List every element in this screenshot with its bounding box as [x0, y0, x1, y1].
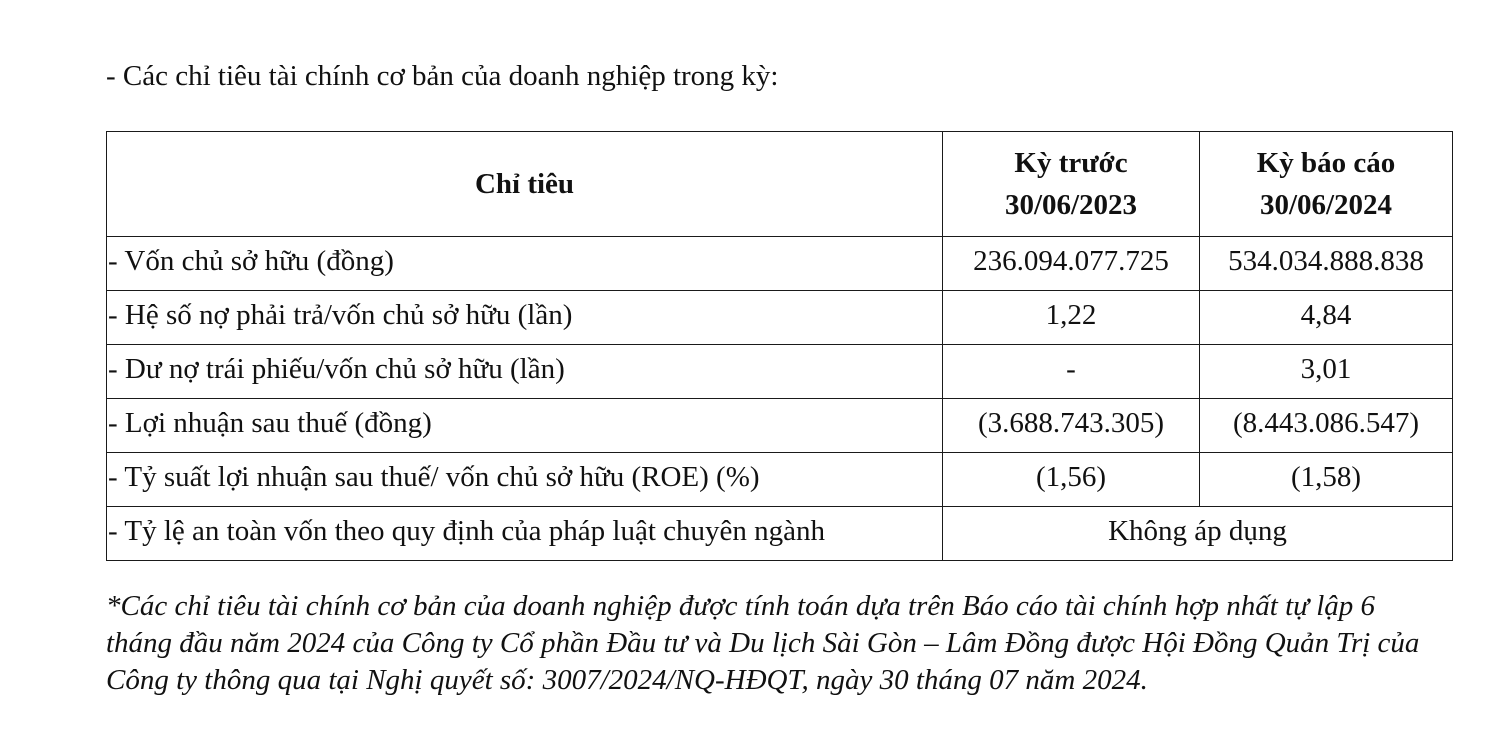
row-prior-value: 236.094.077.725: [943, 237, 1200, 291]
header-prior-period: [943, 132, 1200, 237]
row-label: - Tỷ lệ an toàn vốn theo quy định của pháp luật chuyên ngành: [107, 507, 943, 561]
header-report-period: [1200, 132, 1453, 237]
row-prior-value: -: [943, 345, 1200, 399]
row-report-value: 534.034.888.838: [1200, 237, 1453, 291]
table-row: [107, 399, 1453, 453]
section-intro: - Các chỉ tiêu tài chính cơ bản của doanh nghiệp trong kỳ:: [106, 60, 779, 92]
row-label: - Lợi nhuận sau thuế (đồng): [107, 399, 943, 453]
table-row: [107, 345, 1453, 399]
table-row: [107, 291, 1453, 345]
row-label: - Hệ số nợ phải trả/vốn chủ sở hữu (lần): [107, 291, 943, 345]
row-label: - Vốn chủ sở hữu (đồng): [107, 237, 943, 291]
row-report-value: 4,84: [1200, 291, 1453, 345]
footnote: *Các chỉ tiêu tài chính cơ bản của doanh nghiệp được tính toán dựa trên Báo cáo tài chính hợp nhất tự lập 6 tháng đầu năm 2024 của Công ty Cổ phần Đầu tư và Du lịch Sài Gòn – Lâm Đồng được Hội Đồng Quản Trị của Công ty thông qua tại Nghị quyết số: 3007/2024/NQ-HĐQT, ngày 30 tháng 07 năm 2024.: [106, 590, 1420, 696]
table-row: [107, 453, 1453, 507]
row-prior-value: (3.688.743.305): [943, 399, 1200, 453]
row-report-value: 3,01: [1200, 345, 1453, 399]
row-label: - Dư nợ trái phiếu/vốn chủ sở hữu (lần): [107, 345, 943, 399]
header-prior-label: Kỳ trước: [1014, 147, 1128, 179]
header-report-label: Kỳ báo cáo: [1256, 147, 1396, 179]
table-row-last: [107, 507, 1453, 561]
row-report-value: (1,58): [1200, 453, 1453, 507]
row-report-value: (8.443.086.547): [1200, 399, 1453, 453]
table-header-row: [107, 132, 1453, 237]
header-prior-date: 30/06/2023: [1004, 189, 1138, 221]
row-merged-value: Không áp dụng: [943, 507, 1453, 561]
row-prior-value: 1,22: [943, 291, 1200, 345]
row-label: - Tỷ suất lợi nhuận sau thuế/ vốn chủ sở hữu (ROE) (%): [107, 453, 943, 507]
financial-indicators-table: [106, 131, 1453, 561]
header-report-date: 30/06/2024: [1259, 189, 1393, 221]
table-row: [107, 237, 1453, 291]
row-prior-value: (1,56): [943, 453, 1200, 507]
header-indicator: Chỉ tiêu: [107, 132, 943, 237]
